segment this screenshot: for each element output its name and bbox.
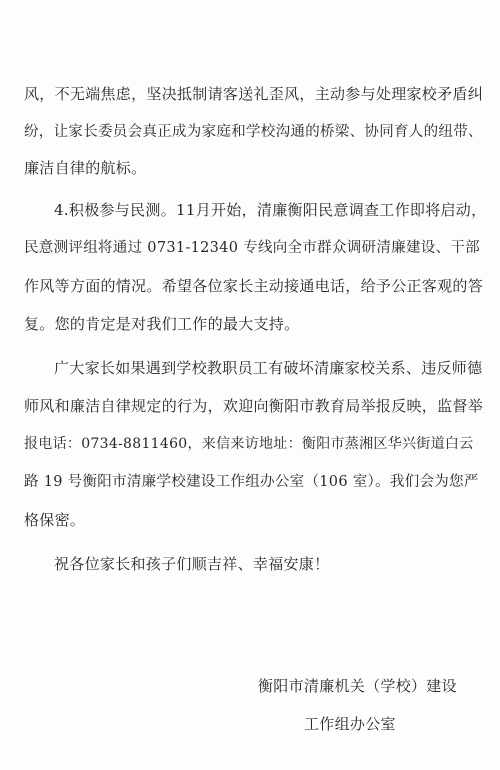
paragraph-3-line-1: 广大家长如果遇到学校教职员工有破坏清廉家校关系、违反师德 xyxy=(54,359,483,377)
paragraph-3-line-3: 报电话：0734-8811460，来信来访地址：衡阳市蒸湘区华兴街道白云 xyxy=(24,436,474,452)
paragraph-2-line-4: 复。您的肯定是对我们工作的最大支持。 xyxy=(24,315,300,333)
paragraph-3-line-2: 师风和廉洁自律规定的行为，欢迎向衡阳市教育局举报反映，监督举 xyxy=(24,397,484,415)
signature-office: 工作组办公室 xyxy=(304,715,396,733)
paragraph-1-line-2: 纷，让家长委员会真正成为家庭和学校沟通的桥梁、协同育人的纽带、 xyxy=(24,124,483,140)
signature-organization: 衡阳市清廉机关（学校）建设 xyxy=(258,677,457,695)
paragraph-1-line-1: 风，不无端焦虑，坚决抵制请客送礼歪风，主动参与处理家校矛盾纠 xyxy=(24,85,484,103)
paragraph-3-line-5: 格保密。 xyxy=(24,511,86,529)
paragraph-3-line-4: 路 19 号衡阳市清廉学校建设工作组办公室（106 室）。我们会为您严 xyxy=(24,474,479,490)
paragraph-1-line-3: 廉洁自律的航标。 xyxy=(24,159,147,177)
paragraph-2-line-1: 4.积极参与民测。11月开始，清廉衡阳民意调查工作即将启动， xyxy=(54,201,487,219)
paragraph-2-line-2: 民意测评组将通过 0731-12340 专线向全市群众调研清廉建设、干部 xyxy=(24,240,480,256)
paragraph-4-line-1: 祝各位家长和孩子们顺吉祥、幸福安康！ xyxy=(54,555,330,573)
paragraph-2-line-3: 作风等方面的情况。希望各位家长主动接通电话，给予公正客观的答 xyxy=(24,277,484,295)
